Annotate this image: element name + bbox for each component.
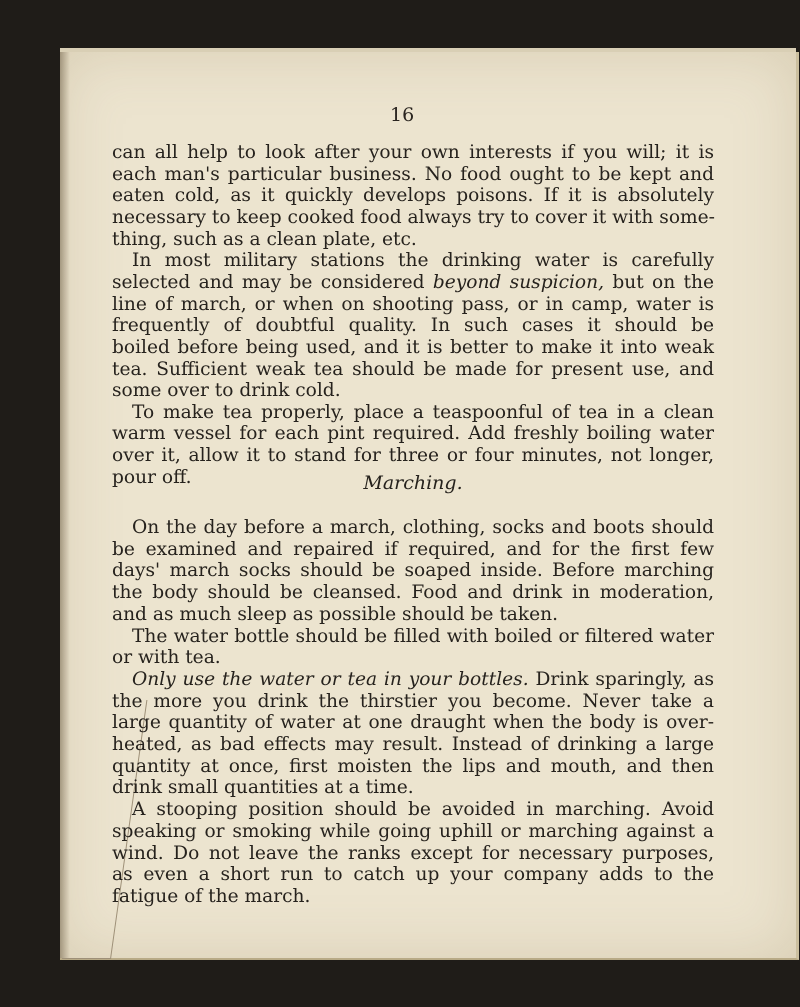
text-line: heated, as bad effects may result. Instead of drinking a large [112, 734, 714, 755]
text-line: and as much sleep as possible should be taken. [112, 603, 559, 625]
text-line: large quantity of water at one draught when the body is over- [112, 712, 714, 734]
text-line: wind. Do not leave the ranks except for necessary purposes, [112, 842, 714, 864]
italic-emphasis: Only use the water or tea in your bottles. [132, 668, 529, 690]
text-segment: selected and may be considered [112, 271, 433, 293]
text-line [112, 272, 714, 294]
page-number: 16 [390, 104, 415, 126]
section-heading: Marching. [363, 472, 463, 494]
text-line: A stooping position should be avoided in marching. Avoid [132, 799, 714, 821]
text-line: can all help to look after your own interests if you will; it is [112, 142, 714, 163]
text-line: some over to drink cold. [112, 380, 341, 402]
text-line [132, 669, 714, 691]
text-line: as even a short run to catch up your company adds to the [112, 864, 714, 886]
text-line: eaten cold, as it quickly develops poisons. If it is absolutely [112, 185, 714, 207]
text-line: quantity at once, first moisten the lips and mouth, and then [112, 755, 714, 777]
text-segment: Drink sparingly, as [528, 668, 714, 690]
text-line: each man's particular business. No food ought to be kept and [112, 163, 714, 185]
text-line: over it, allow it to stand for three or four minutes, not longer, [112, 445, 714, 467]
text-line: On the day before a march, clothing, socks and boots should [132, 517, 714, 538]
text-line: To make tea properly, place a teaspoonful of tea in a clean [132, 401, 714, 423]
text-line: fatigue of the march. [112, 885, 311, 907]
text-segment: but on the [604, 271, 714, 293]
text-line: frequently of doubtful quality. In such cases it should be [112, 315, 714, 337]
text-line: necessary to keep cooked food always try to cover it with some- [112, 206, 715, 228]
text-line: boiled before being used, and it is better to make it into weak [112, 336, 714, 358]
text-line: speaking or smoking while going uphill or marching against a [112, 820, 714, 842]
italic-emphasis: beyond suspicion, [432, 271, 605, 293]
text-line: tea. Sufficient weak tea should be made for present use, and [112, 358, 714, 380]
text-line: line of march, or when on shooting pass, or in camp, water is [112, 293, 714, 315]
text-line: warm vessel for each pint required. Add freshly boiling water [112, 423, 714, 445]
text-line: or with tea. [112, 647, 221, 669]
text-line: thing, such as a clean plate, etc. [112, 228, 417, 250]
text-line: the more you drink the thirstier you become. Never take a [112, 690, 714, 712]
text-line: In most military stations the drinking water is carefully [132, 250, 714, 272]
spine-shadow [60, 52, 70, 958]
text-line: The water bottle should be filled with boiled or filtered water [132, 625, 714, 647]
text-line: be examined and repaired if required, and for the first few [112, 538, 714, 560]
text-line: the body should be cleansed. Food and drink in moderation, [112, 582, 714, 604]
text-line: days' march socks should be soaped inside. Before marching [112, 560, 714, 582]
text-line: pour off. [112, 466, 192, 488]
text-line: drink small quantities at a time. [112, 777, 414, 799]
